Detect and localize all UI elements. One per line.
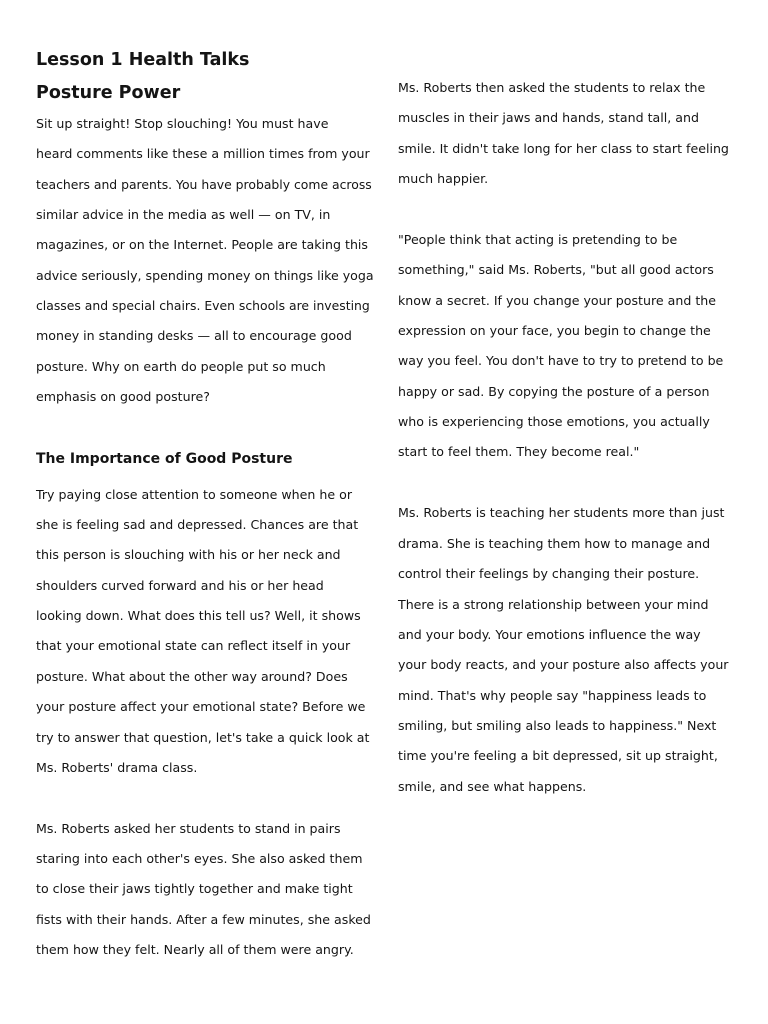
text-line: Ms. Roberts asked her students to stand in pairs [36, 821, 341, 836]
text-line: heard comments like these a million times from your [36, 146, 370, 161]
text-line: magazines, or on the Internet. People are taking this [36, 237, 368, 252]
text-line: this person is slouching with his or her neck and [36, 547, 341, 562]
text-line: There is a strong relationship between your mind [398, 597, 709, 612]
text-line: expression on your face, you begin to change the [398, 323, 711, 338]
text-line: Ms. Roberts' drama class. [36, 760, 198, 775]
text-line: smile, and see what happens. [398, 779, 587, 794]
text-line: staring into each other's eyes. She also asked them [36, 851, 363, 866]
section-heading: The Importance of Good Posture [36, 451, 293, 467]
text-line: she is feeling sad and depressed. Chances are that [36, 517, 359, 532]
text-line: posture. What about the other way around? Does [36, 669, 348, 684]
text-line: happy or sad. By copying the posture of a person [398, 384, 710, 399]
text-line: to close their jaws tightly together and make tight [36, 881, 353, 896]
text-line: try to answer that question, let's take a quick look at [36, 730, 370, 745]
text-line: who is experiencing those emotions, you actually [398, 414, 710, 429]
text-line: Sit up straight! Stop slouching! You must have [36, 116, 329, 131]
text-line: advice seriously, spending money on things like yoga [36, 268, 374, 283]
text-line: much happier. [398, 171, 489, 186]
text-line: money in standing desks — all to encourage good [36, 328, 352, 343]
text-line: Try paying close attention to someone when he or [36, 487, 353, 502]
text-line: that your emotional state can reflect itself in your [36, 638, 351, 653]
text-line: posture. Why on earth do people put so much [36, 359, 326, 374]
text-line: start to feel them. They become real." [398, 444, 640, 459]
text-line: your posture affect your emotional state? Before we [36, 699, 366, 714]
text-line: know a secret. If you change your posture and the [398, 293, 716, 308]
text-line: "People think that acting is pretending to be [398, 232, 678, 247]
text-line: similar advice in the media as well — on TV, in [36, 207, 331, 222]
text-line: control their feelings by changing their posture. [398, 566, 700, 581]
text-line: classes and special chairs. Even schools are investing [36, 298, 370, 313]
text-line: your body reacts, and your posture also affects your [398, 657, 729, 672]
text-line: teachers and parents. You have probably come across [36, 177, 372, 192]
text-line: drama. She is teaching them how to manage and [398, 536, 711, 551]
text-line: shoulders curved forward and his or her head [36, 578, 324, 593]
text-line: looking down. What does this tell us? Well, it shows [36, 608, 361, 623]
text-line: way you feel. You don't have to try to pretend to be [398, 353, 724, 368]
text-line: Ms. Roberts then asked the students to relax the [398, 80, 706, 95]
text-line: smile. It didn't take long for her class to start feeling [398, 141, 729, 156]
text-line: Ms. Roberts is teaching her students more than just [398, 505, 725, 520]
lesson-title: Lesson 1 Health Talks [36, 50, 250, 70]
text-line: time you're feeling a bit depressed, sit up straight, [398, 748, 718, 763]
text-line: them how they felt. Nearly all of them were angry. [36, 942, 354, 957]
text-line: fists with their hands. After a few minutes, she asked [36, 912, 371, 927]
text-line: muscles in their jaws and hands, stand tall, and [398, 110, 699, 125]
article-title: Posture Power [36, 83, 181, 103]
text-line: emphasis on good posture? [36, 389, 210, 404]
text-line: something," said Ms. Roberts, "but all good actors [398, 262, 714, 277]
text-line: mind. That's why people say "happiness leads to [398, 688, 707, 703]
text-line: smiling, but smiling also leads to happiness." Next [398, 718, 717, 733]
text-line: and your body. Your emotions influence the way [398, 627, 701, 642]
